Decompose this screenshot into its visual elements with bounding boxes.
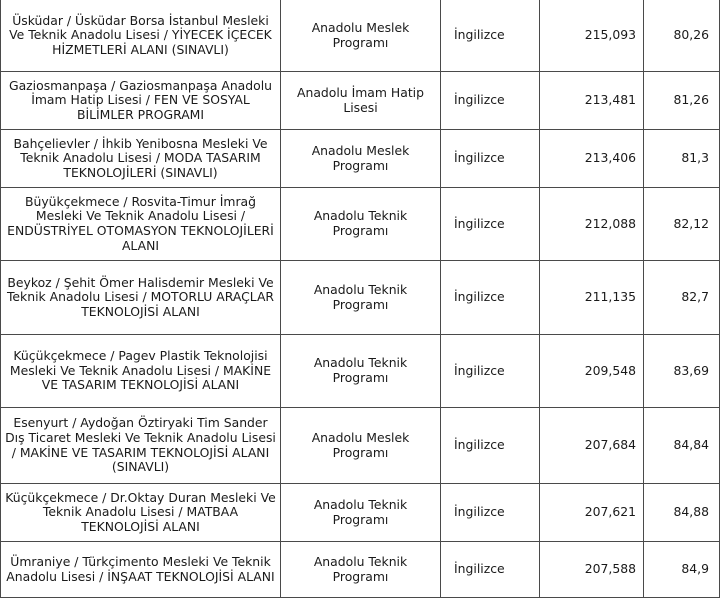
table-row (1, 188, 720, 261)
rank-cell: 212,088 (540, 188, 644, 261)
program-type-cell: Anadolu Meslek Programı (281, 130, 441, 188)
rank-cell: 207,621 (540, 484, 644, 542)
rank-cell: 207,588 (540, 542, 644, 598)
score-cell: 83,69 (644, 335, 720, 408)
language-cell: İngilizce (441, 335, 540, 408)
table-row (1, 542, 720, 598)
score-cell: 81,3 (644, 130, 720, 188)
school-cell: Küçükçekmece / Dr.Oktay Duran Mesleki Ve Teknik Anadolu Lisesi / MATBAA TEKNOLOJİSİ ALANI (1, 484, 281, 542)
score-cell: 84,84 (644, 408, 720, 484)
program-type-cell: Anadolu Teknik Programı (281, 542, 441, 598)
table-row (1, 261, 720, 335)
program-type-cell: Anadolu Teknik Programı (281, 335, 441, 408)
table-row (1, 408, 720, 484)
table-row (1, 0, 720, 72)
program-type-cell: Anadolu İmam Hatip Lisesi (281, 72, 441, 130)
school-cell: Bahçelievler / İhkib Yenibosna Mesleki Ve Teknik Anadolu Lisesi / MODA TASARIM TEKNOLOJİLERİ (SINAVLI) (1, 130, 281, 188)
language-cell: İngilizce (441, 0, 540, 72)
program-type-cell: Anadolu Meslek Programı (281, 0, 441, 72)
school-cell: Küçükçekmece / Pagev Plastik Teknolojisi Mesleki Ve Teknik Anadolu Lisesi / MAKİNE VE TASARIM TEKNOLOJİSİ ALANI (1, 335, 281, 408)
program-type-cell: Anadolu Teknik Programı (281, 188, 441, 261)
school-cell: Esenyurt / Aydoğan Öztiryaki Tim Sander Dış Ticaret Mesleki Ve Teknik Anadolu Lisesi / MAKİNE VE TASARIM TEKNOLOJİSİ ALANI (SINAVLI) (1, 408, 281, 484)
language-cell: İngilizce (441, 542, 540, 598)
program-type-cell: Anadolu Teknik Programı (281, 484, 441, 542)
school-cell: Gaziosmanpaşa / Gaziosmanpaşa Anadolu İmam Hatip Lisesi / FEN VE SOSYAL BİLİMLER PROGRAMI (1, 72, 281, 130)
rank-cell: 211,135 (540, 261, 644, 335)
score-cell: 82,12 (644, 188, 720, 261)
rank-cell: 213,406 (540, 130, 644, 188)
score-cell: 84,9 (644, 542, 720, 598)
table-row (1, 484, 720, 542)
score-cell: 81,26 (644, 72, 720, 130)
program-type-cell: Anadolu Meslek Programı (281, 408, 441, 484)
score-cell: 82,7 (644, 261, 720, 335)
score-cell: 80,26 (644, 0, 720, 72)
language-cell: İngilizce (441, 484, 540, 542)
rank-cell: 213,481 (540, 72, 644, 130)
table-row (1, 72, 720, 130)
language-cell: İngilizce (441, 72, 540, 130)
school-cell: Üsküdar / Üsküdar Borsa İstanbul Mesleki Ve Teknik Anadolu Lisesi / YİYECEK İÇECEK HİZMETLERİ ALANI (SINAVLI) (1, 0, 281, 72)
school-cell: Beykoz / Şehit Ömer Halisdemir Mesleki Ve Teknik Anadolu Lisesi / MOTORLU ARAÇLAR TEKNOLOJİSİ ALANI (1, 261, 281, 335)
program-type-cell: Anadolu Teknik Programı (281, 261, 441, 335)
rank-cell: 215,093 (540, 0, 644, 72)
language-cell: İngilizce (441, 188, 540, 261)
rank-cell: 207,684 (540, 408, 644, 484)
table-row (1, 130, 720, 188)
language-cell: İngilizce (441, 130, 540, 188)
school-cell: Ümraniye / Türkçimento Mesleki Ve Teknik Anadolu Lisesi / İNŞAAT TEKNOLOJİSİ ALANI (1, 542, 281, 598)
rank-cell: 209,548 (540, 335, 644, 408)
language-cell: İngilizce (441, 261, 540, 335)
school-cell: Büyükçekmece / Rosvita-Timur İmrağ Mesleki Ve Teknik Anadolu Lisesi / ENDÜSTRİYEL OTOMASYON TEKNOLOJİLERİ ALANI (1, 188, 281, 261)
score-cell: 84,88 (644, 484, 720, 542)
table-row (1, 335, 720, 408)
language-cell: İngilizce (441, 408, 540, 484)
